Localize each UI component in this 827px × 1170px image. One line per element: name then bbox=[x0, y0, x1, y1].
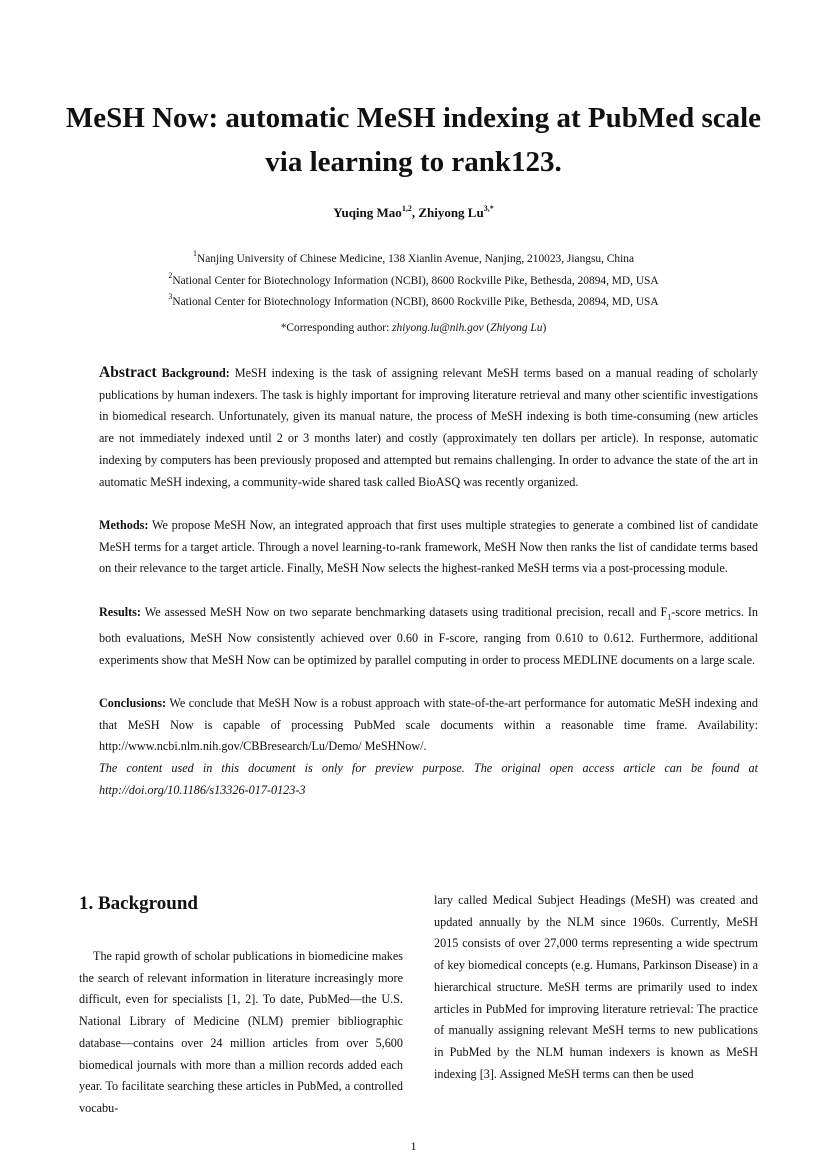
left-column bbox=[79, 890, 403, 1120]
body-paragraph: lary called Medical Subject Headings (MeSH) was created and updated annually by the NLM since 1960s. Currently, MeSH 2015 consists of over 27,000 terms representing a wide spectrum of key biomedical concepts (e.g. Humans, Parkinson Disease) in a hierarchical structure. MeSH terms are primarily used to index articles in PubMed for improving literature retrieval: The practice of manually assigning relevant MeSH terms to new publications in PubMed by the NLM human indexers is known as MeSH indexing [3]. Assigned MeSH terms can then be used bbox=[434, 893, 758, 1081]
affiliation-line bbox=[0, 292, 827, 314]
corresponding-prefix: *Corresponding author: bbox=[280, 321, 393, 334]
author-separator: , bbox=[411, 205, 419, 220]
results-label: Results: bbox=[99, 604, 141, 619]
abstract bbox=[99, 362, 758, 823]
affiliation-number: 2 bbox=[168, 270, 173, 280]
corresponding-open-paren: ( bbox=[483, 321, 491, 334]
conclusions-text: We conclude that MeSH Now is a robust approach with state-of-the-art performance for automatic MeSH indexing and that MeSH Now is capable of processing PubMed scale documents within a reasonable time frame. Availability: http://www.ncbi.nlm.nih.gov/CBBresearch/Lu/Demo/ MeSHNow/. bbox=[99, 695, 758, 754]
conclusions-label: Conclusions: bbox=[99, 695, 167, 710]
affiliation-text: Nanjing University of Chinese Medicine, 138 Xianlin Avenue, Nanjing, 210023, Jiangsu, China bbox=[197, 253, 634, 265]
abstract-conclusions bbox=[99, 693, 758, 758]
affiliation-number: 1 bbox=[193, 249, 197, 258]
author-name: Yuqing Mao bbox=[333, 205, 402, 220]
paper-title: MeSH Now: automatic MeSH indexing at PubMed scale via learning to rank123. bbox=[65, 102, 762, 178]
author-affiliation-marker: 3,* bbox=[483, 204, 494, 213]
results-subscript: 1 bbox=[667, 612, 672, 622]
corresponding-author bbox=[0, 318, 827, 340]
methods-label: Methods: bbox=[99, 517, 149, 532]
methods-text: We propose MeSH Now, an integrated approach that first uses multiple strategies to generate a combined list of candidate MeSH terms for a target article. Through a novel learning-to-rank framework, MeSH Now then ranks the list of candidate terms based on their relevance to the target article. Finally, MeSH Now selects the highest-ranked MeSH terms via a post-processing module. bbox=[99, 517, 758, 576]
affiliation-number: 3 bbox=[168, 292, 173, 301]
affiliation-block bbox=[0, 249, 827, 339]
author-list bbox=[0, 205, 827, 221]
abstract-results bbox=[99, 602, 758, 672]
author-name: Zhiyong Lu bbox=[418, 205, 484, 220]
background-text: MeSH indexing is the task of assigning relevant MeSH terms based on a manual reading of scholarly publications by human indexers. The task is highly important for improving literature retrieval and many other scientific investigations in biomedical research. Unfortunately, given its manual nature, the process of MeSH indexing is both time-consuming (new articles are not immediately indexed until 2 or 3 months later) and costly (approximately ten dollars per article). In response, automatic indexing by computers has been previously proposed and attempted but remains challenging. In order to advance the state of the art in automatic MeSH indexing, a community-wide shared task called BioASQ was recently organized. bbox=[99, 366, 759, 489]
page-number: 1 bbox=[410, 1139, 417, 1153]
background-label: Background: bbox=[161, 366, 230, 380]
body-paragraph: The rapid growth of scholar publications in biomedicine makes the search of relevant information in literature increasingly more difficult, even for specialists [1, 2]. To date, PubMed—the U.S. National Library of Medicine (NLM) premier bibliographic database—contains over 24 million articles from over 5,600 biomedical journals with more than a million records added each year. To facilitate searching these articles in PubMed, a controlled vocabu- bbox=[79, 949, 403, 1115]
affiliation-line bbox=[0, 249, 827, 271]
abstract-background bbox=[99, 362, 758, 493]
corresponding-email[interactable]: zhiyong.lu@nih.gov bbox=[392, 321, 484, 334]
section-heading: 1. Background bbox=[79, 893, 198, 914]
affiliation-line bbox=[0, 271, 827, 293]
abstract-heading: Abstract bbox=[99, 364, 157, 381]
results-text-a: We assessed MeSH Now on two separate benchmarking datasets using traditional precision, recall and F bbox=[144, 604, 668, 619]
corresponding-name: Zhiyong Lu bbox=[490, 321, 543, 334]
affiliation-text: National Center for Biotechnology Information (NCBI), 8600 Rockville Pike, Bethesda, 20894, MD, USA bbox=[172, 296, 659, 308]
abstract-methods bbox=[99, 515, 758, 580]
author-affiliation-marker: 1,2 bbox=[401, 204, 412, 213]
affiliation-text: National Center for Biotechnology Information (NCBI), 8600 Rockville Pike, Bethesda, 20894, MD, USA bbox=[172, 274, 659, 287]
results-text-b: -score metrics. In both evaluations, MeSH Now consistently achieved over 0.60 in F-score, ranging from 0.610 to 0.612. Furthermore, additional experiments show that MeSH Now can be optimized by parallel computing in order to process MEDLINE documents on a large scale. bbox=[99, 604, 758, 667]
corresponding-close-paren: ) bbox=[542, 321, 547, 334]
right-column bbox=[434, 890, 758, 1085]
preview-note: The content used in this document is only for preview purpose. The original open access article can be found at http://doi.org/10.1186/s13326-017-0123-3 bbox=[99, 761, 758, 797]
